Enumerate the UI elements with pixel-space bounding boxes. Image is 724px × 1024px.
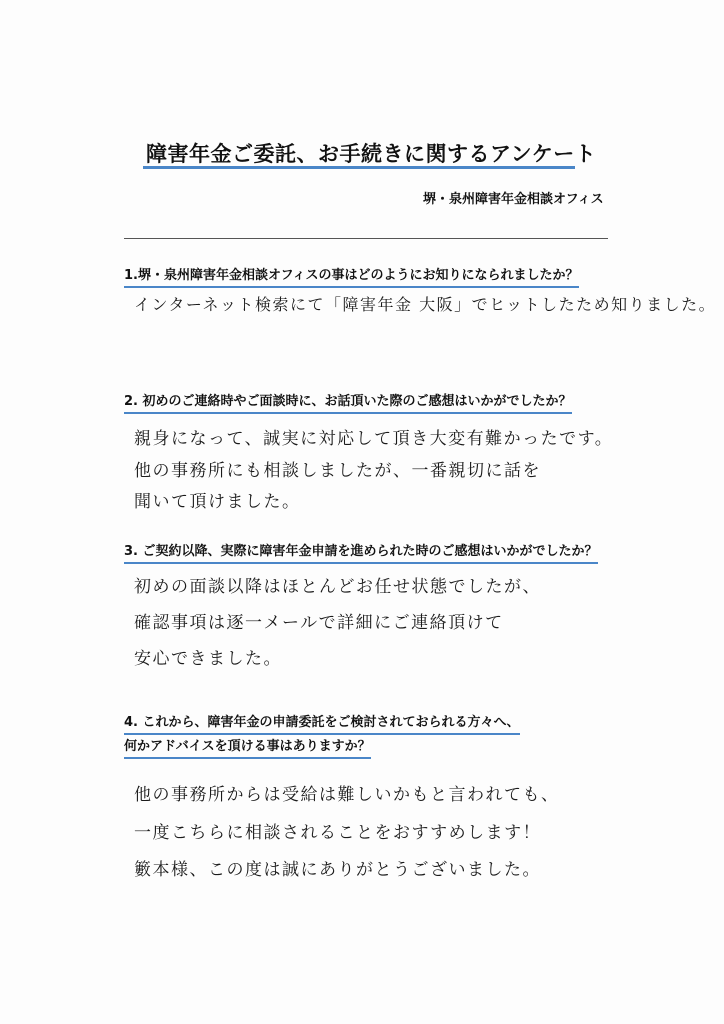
question-1-label: 1.堺・泉州障害年金相談オフィスの事はどのようにお知りになられましたか？ — [124, 264, 579, 288]
question-3-label: 3. ご契約以降、実際に障害年金申請を進められた時のご感想はいかがでしたか？ — [124, 540, 598, 564]
question-4-label-line-2: 何かアドバイスを頂ける事はありますか？ — [124, 735, 371, 759]
question-3-answer-line-2: 確認事項は逐一メールで詳細にご連絡頂けて — [134, 613, 504, 633]
title-underline — [143, 166, 575, 169]
question-4-answer-line-3: 籔本様、この度は誠にありがとうございました。 — [134, 860, 541, 880]
question-2-answer-line-2: 他の事務所にも相談しましたが、一番親切に話を — [134, 461, 541, 481]
question-2-label: 2. 初めのご連絡時やご面談時に、お話頂いた際のご感想はいかがでしたか？ — [124, 390, 572, 414]
header-divider — [124, 238, 608, 239]
question-4-label-line-1: 4. これから、障害年金の申請委託をご検討されておられる方々へ、 — [124, 711, 520, 735]
question-4-answer-line-2: 一度こちらに相談されることをおすすめします！ — [134, 823, 542, 843]
question-3-answer-line-1: 初めの面談以降はほとんどお任せ状態でしたが、 — [134, 577, 541, 597]
question-2-answer-line-1: 親身になって、誠実に対応して頂き大変有難かったです。 — [134, 429, 614, 449]
organization-name: 堺・泉州障害年金相談オフィス — [423, 192, 604, 207]
page-title: 障害年金ご委託、お手続きに関するアンケート — [146, 142, 597, 166]
question-3-answer-line-3: 安心できました。 — [134, 649, 282, 669]
question-4-answer-line-1: 他の事務所からは受給は難しいかもと言われても、 — [134, 785, 560, 805]
question-2-answer-line-3: 聞いて頂けました。 — [134, 492, 301, 512]
question-1-answer-line-1: インターネット検索にて「障害年金 大阪」でヒットしたため知りました。 — [134, 295, 717, 314]
